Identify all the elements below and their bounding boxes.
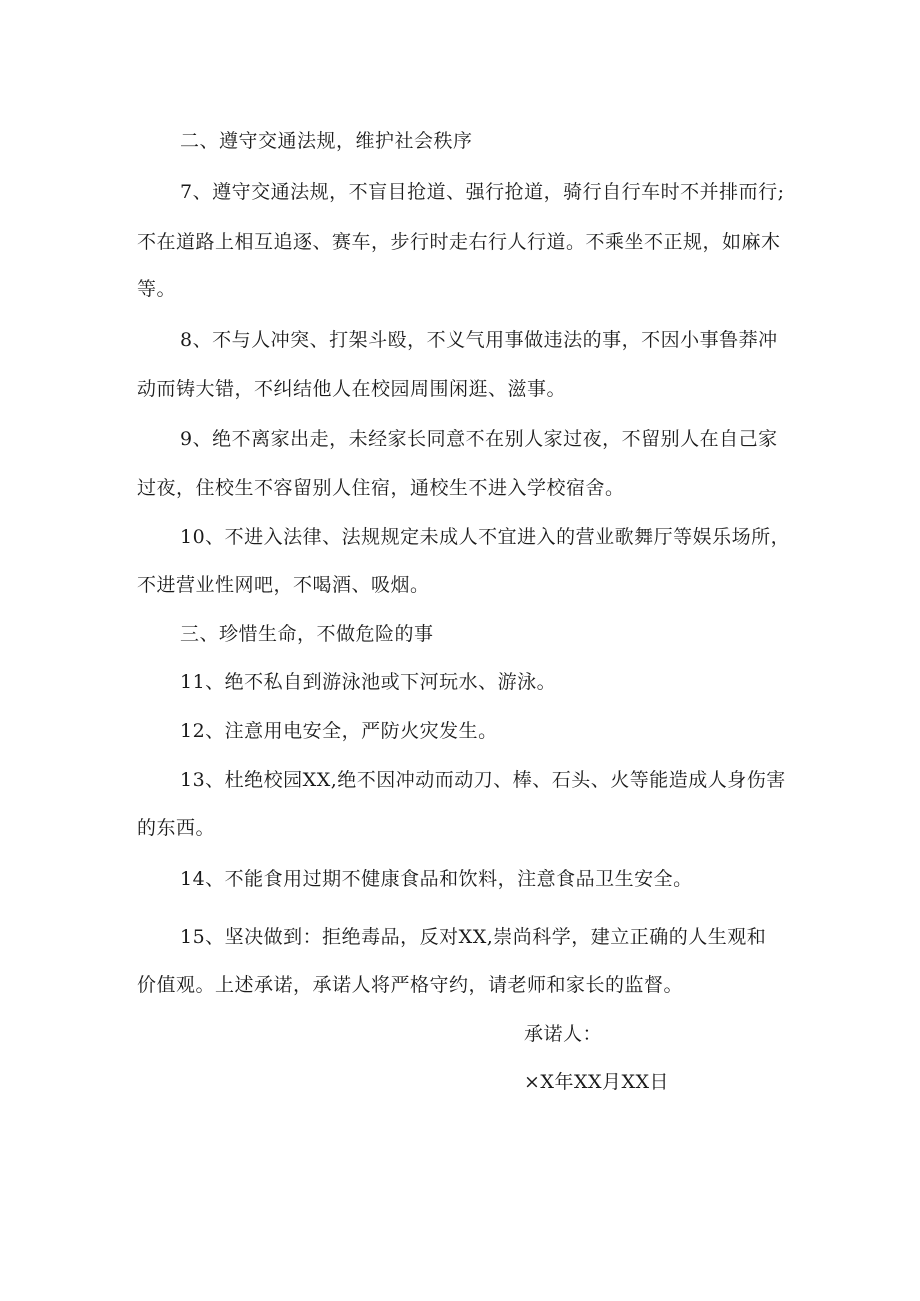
paragraph-7-line-3: 等。 [137,278,177,300]
paragraph-10-line-2: 不进营业性网吧，不喝酒、吸烟。 [137,574,430,596]
signature-label: 承诺人： [524,1023,603,1045]
paragraph-7-line-1: 7、遵守交通法规，不盲目抢道、强行抢道，骑行自行车时不并排而行; [180,181,785,203]
paragraph-7-line-2: 不在道路上相互追逐、赛车，步行时走右行人行道。不乘坐不正规，如麻木 [137,231,781,253]
paragraph-8-line-2: 动而铸大错，不纠结他人在校园周围闲逛、滋事。 [137,378,567,400]
paragraph-13-line-2: 的东西。 [137,817,216,839]
paragraph-11: 11、绝不私自到游泳池或下河玩水、游泳。 [180,671,557,693]
paragraph-14: 14、不能食用过期不健康食品和饮料，注意食品卫生安全。 [180,868,693,890]
paragraph-12: 12、注意用电安全，严防火灾发生。 [180,720,498,742]
paragraph-10-line-1: 10、不进入法律、法规规定未成人不宜进入的营业歌舞厅等娱乐场所， [180,526,791,548]
paragraph-8-line-1: 8、不与人冲突、打架斗殴，不义气用事做违法的事，不因小事鲁莽冲 [180,329,778,351]
date-line: ×X年XX月XX日 [524,1071,670,1093]
paragraph-9-line-2: 过夜，住校生不容留别人住宿，通校生不进入学校宿舍。 [137,477,625,499]
paragraph-9-line-1: 9、绝不离家出走，未经家长同意不在别人家过夜，不留别人在自己家 [180,428,778,450]
paragraph-13-line-1: 13、杜绝校园XX,绝不因冲动而动刀、棒、石头、火等能造成人身伤害 [180,769,786,791]
paragraph-15-line-1: 15、坚决做到：拒绝毒品，反对XX,崇尚科学，建立正确的人生观和 [180,926,767,948]
section-heading-2: 二、遵守交通法规，维护社会秩序 [180,130,473,152]
paragraph-15-line-2: 价值观。上述承诺，承诺人将严格守约，请老师和家长的监督。 [137,974,684,996]
section-heading-3: 三、珍惜生命，不做危险的事 [180,623,434,645]
